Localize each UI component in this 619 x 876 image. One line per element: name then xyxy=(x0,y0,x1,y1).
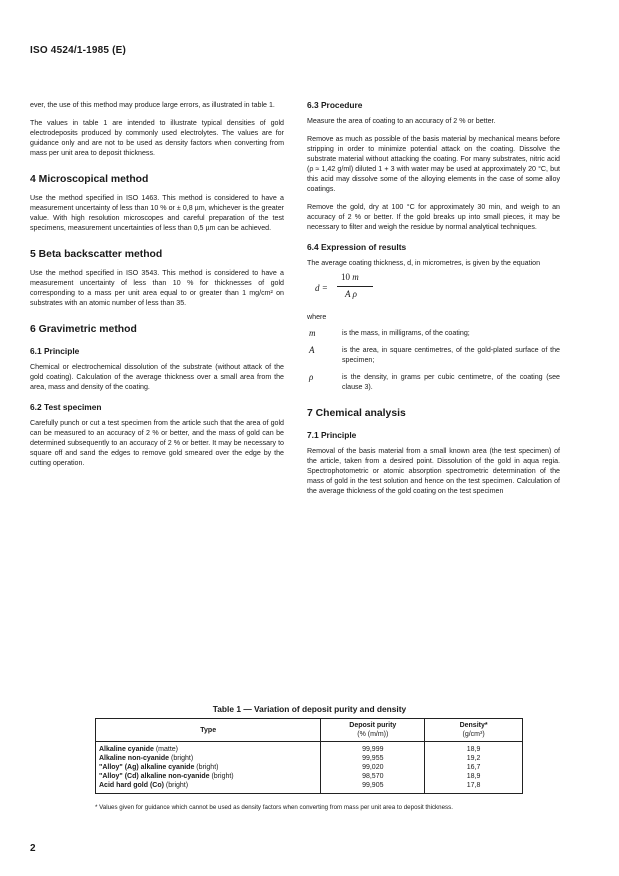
type-cell: "Alloy" (Cd) alkaline non-cyanide (bright) xyxy=(96,772,321,781)
section-4-text: Use the method specified in ISO 1463. This method is considered to have a measurement uncertainty of less than 10 % or ± 0,8 µm, whichever is the greater value. With high resolution microscopes and careful preparation of the test specimens, measurement uncertainties of less than 0,5 µm can be achieved. xyxy=(30,194,284,232)
section-6-4-heading: 6.4 Expression of results xyxy=(307,242,407,252)
equation-denominator: A ρ xyxy=(345,289,357,299)
section-6-3-p3: Remove the gold, dry at 100 °C for approximately 30 min, and weigh to an accuracy of 2 % or better. If the gold breaks up into small pieces, it may be necessary to filter and weigh the residue by normal analytical techniques. xyxy=(307,203,560,231)
density-cell: 18,9 xyxy=(425,742,523,755)
section-6-heading: 6 Gravimetric method xyxy=(30,324,137,335)
definition-item xyxy=(307,345,560,365)
table-row xyxy=(96,742,523,755)
equation-lhs: d = xyxy=(315,283,328,293)
equation-fraction-bar xyxy=(337,286,373,287)
table-row xyxy=(96,772,523,781)
table-1-title: Table 1 — Variation of deposit purity and density xyxy=(212,704,407,714)
purity-cell: 99,020 xyxy=(321,763,425,772)
section-7-1-text: Removal of the basis material from a small known area (the test specimen) of the article, taken from a desired point. Dissolution of the gold in aqua regia. Spectrophotometric or atomic absorption spectrometric determination of the mass of gold in the test solution and hence on the test specimen. Calculation of the average thickness of the gold coating on the test specimen xyxy=(307,447,560,495)
table-header-row xyxy=(96,719,523,742)
density-cell: 19,2 xyxy=(425,754,523,763)
section-7-heading: 7 Chemical analysis xyxy=(307,408,406,419)
column-header-density: Density* (g/cm³) xyxy=(425,719,523,742)
values-paragraph: The values in table 1 are intended to illustrate typical densities of gold electrodeposits produced by commonly used electrolytes. The values are for guidance only and are not to be used as density factors when converting from mass per unit area to deposit thickness. xyxy=(30,119,284,157)
definition-text: is the density, in grams per cubic centimetre, of the coating (see clause 3). xyxy=(342,373,560,391)
page-number: 2 xyxy=(30,843,36,854)
table-footnote: * Values given for guidance which cannot be used as density factors when converting from mass per unit area to deposit thickness. xyxy=(95,804,453,811)
thickness-equation xyxy=(307,272,560,306)
section-6-3-p2: Remove as much as possible of the basis material by mechanical means before stripping in order to minimize potential attack on the coating. Dissolve the substrate material without attacking the coating. For many substrates, nitric acid (ρ ≈ 1,42 g/ml) diluted 1 + 3 with water may be used at approximately 20 °C, but this acid may dissolve some of the alloying elements in the case of some alloy coatings. xyxy=(307,135,560,193)
document-header: ISO 4524/1-1985 (E) xyxy=(30,45,127,56)
section-4-heading: 4 Microscopical method xyxy=(30,174,149,185)
definition-symbol: m xyxy=(309,328,316,338)
table-row xyxy=(96,754,523,763)
section-6-3-p1: Measure the area of coating to an accuracy of 2 % or better. xyxy=(307,117,496,125)
section-6-2-text: Carefully punch or cut a test specimen from the article such that the area of gold can be measured to an accuracy of 2 % or better, and the mass of gold can be determined subsequently to an accuracy of 2 % or better. It may be necessary to square off and sand the edges to remove gold smeared over the edge by the cutting operation. xyxy=(30,419,284,467)
section-7-1-heading: 7.1 Principle xyxy=(307,430,357,440)
right-column xyxy=(307,100,560,504)
table-row xyxy=(96,763,523,772)
definition-symbol: ρ xyxy=(309,372,314,382)
section-6-1-heading: 6.1 Principle xyxy=(30,346,80,356)
table-1 xyxy=(95,718,523,794)
type-cell: Alkaline cyanide (matte) xyxy=(96,742,321,755)
continued-paragraph: ever, the use of this method may produce large errors, as illustrated in table 1. xyxy=(30,101,275,109)
type-cell: Acid hard gold (Co) (bright) xyxy=(96,781,321,794)
equation-numerator-coefficient: 10 xyxy=(341,272,350,282)
definition-text: is the mass, in milligrams, of the coating; xyxy=(342,329,470,337)
section-5-text: Use the method specified in ISO 3543. This method is considered to have a measurement uncertainty of less than 10 % for thicknesses of gold corresponding to a mass per unit area equal to or greater than 1 mg/cm² on substrates with an atomic number of less than 35. xyxy=(30,269,284,307)
type-cell: Alkaline non-cyanide (bright) xyxy=(96,754,321,763)
section-6-4-text: The average coating thickness, d, in micrometres, is given by the equation xyxy=(307,259,541,267)
column-header-type: Type xyxy=(96,719,321,742)
equation-numerator-variable: m xyxy=(352,272,359,282)
section-6-3-heading: 6.3 Procedure xyxy=(307,100,363,110)
purity-cell: 99,905 xyxy=(321,781,425,794)
equation-numerator xyxy=(341,272,359,282)
definition-text: is the area, in square centimetres, of the gold-plated surface of the specimen; xyxy=(342,346,560,364)
definition-item xyxy=(307,372,560,392)
purity-cell: 99,999 xyxy=(321,742,425,755)
type-cell: "Alloy" (Ag) alkaline cyanide (bright) xyxy=(96,763,321,772)
density-cell: 18,9 xyxy=(425,772,523,781)
section-6-2-heading: 6.2 Test specimen xyxy=(30,402,102,412)
density-cell: 16,7 xyxy=(425,763,523,772)
density-cell: 17,8 xyxy=(425,781,523,794)
definition-symbol: A xyxy=(309,345,315,355)
section-6-1-text: Chemical or electrochemical dissolution of the substrate (without attack of the gold coating). Calculation of the average thickness over a small area from the area, mass and density of the coating. xyxy=(30,363,284,391)
table-row xyxy=(96,781,523,794)
purity-cell: 99,955 xyxy=(321,754,425,763)
column-header-purity: Deposit purity (% (m/m)) xyxy=(321,719,425,742)
definition-item xyxy=(307,328,560,338)
purity-cell: 98,570 xyxy=(321,772,425,781)
where-label: where xyxy=(307,313,327,321)
left-column xyxy=(30,100,284,476)
section-5-heading: 5 Beta backscatter method xyxy=(30,249,163,260)
